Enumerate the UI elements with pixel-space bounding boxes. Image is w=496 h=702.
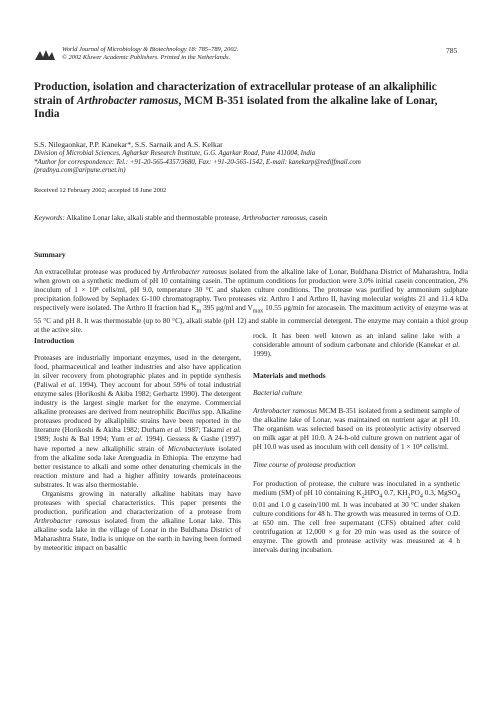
summary-text: viz. [258, 295, 269, 304]
summary-text: Arthro I and Arthro II, having molecular weights 21 and 11.4 kDa respectively were isolated. The Arthro II fraction had K [34, 295, 468, 313]
journal-citation [62, 46, 238, 62]
summary-text: isolated from the alkaline lake of Lonar, Buldhana District of Maharashtra, India when grown on a synthetic medium of pH 10 containing casein. The optimum conditions for production were 3.0% initial casein concentration, 2% inoculum of 1 × 10⁸ cells/ml, pH 9.0, temperature 30 °C and shaken culture conditions. The protease was purified by ammonium sulphate precipitation followed by Sephadex G-100 chromatography. Two proteases [34, 268, 468, 304]
subheading-bacterial-culture: Bacterial culture [253, 389, 303, 398]
subscript: 4 [456, 493, 460, 499]
intro-text: 1999). [253, 350, 272, 359]
intro-text: spp. Alkaline proteases produced by alkaliphilic strains have been reported in the literature (Horikoshi & Akiba 1982; Durham [34, 408, 241, 435]
title-species: Arthrobacter ramosus [76, 94, 179, 107]
left-column [34, 336, 241, 553]
summary-text: An extracellular protease was produced by [34, 268, 163, 276]
subscript: 2 [361, 493, 365, 499]
intro-continuation [253, 332, 460, 359]
intro-text: isolated from the alkaline soda lake Arenguadia in Ethiopia. The enzyme had better resistance to alkali and some other denaturing chemicals in the reaction mixture and had a higher affinity towards proteinaceous substrates. It was also thermostable. [34, 444, 241, 489]
affiliation-line-1: Division of Microbial Sciences, Agharkar Research Institute, G.G. Agarkar Road, Pune 411004, India [34, 150, 316, 157]
title-text-end: , MCM B-351 isolated from the alkaline lake of Lonar, India [34, 94, 438, 121]
received-dates: Received 12 February 2002; accepted 18 June 2002 [34, 187, 167, 194]
intro-text: 1994). They account for about 59% of total industrial enzyme sales (Horikoshi & Akiba 1982; Gerhartz 1990). The detergent industry is the largest single market for the enzyme. Commercial alkaline proteases are derived from neutrophilic [34, 381, 241, 417]
right-column [253, 332, 460, 555]
intro-genus: Microbacterium [167, 444, 215, 453]
journal-line-1: World Journal of Microbiology & Biotechnology 18: 785–789, 2002. [62, 46, 239, 53]
intro-paragraph-2 [34, 490, 241, 553]
intro-etal: et al. [226, 426, 241, 435]
keywords-text: Alkaline Lonar lake, alkali stable and thermostable protease, [64, 214, 243, 222]
keywords [34, 214, 474, 222]
intro-text: 1987; Takami [182, 426, 227, 435]
subheading-time-course: Time course of protease production [253, 461, 356, 470]
subscript: 2 [407, 493, 411, 499]
intro-text: Organisms growing in naturally alkaline habitats may have proteases with special characteristics. This paper presents the production, purification and characterization of a protease from [34, 489, 241, 516]
subscript: 4 [379, 493, 383, 499]
methods-text: 0.3, MgSO [422, 488, 457, 497]
methods-text: MCM B-351 isolated from a sediment sample of the alkaline lake of Lonar, was maintained on nutrient agar at pH 10. The organism was selected based on its proteolytic activity observed on milk agar at pH 10.0. A 24-h-old culture grown on nutrient agar of pH 10.0 was used as inoculum with cell density of 1 × 10⁸ cells/ml. [253, 407, 460, 452]
vmax-subscript: max [252, 308, 264, 315]
methods-text: HPO [364, 488, 380, 497]
intro-text: rock. It has been well known as an inland saline lake with a considerable amount of sodium carbonate and chloride (Kanekar [253, 332, 460, 350]
km-subscript: m [196, 308, 202, 315]
methods-text: 0.01 and 1.0 g casein/100 ml. It was incubated at 30 °C under shaken culture conditions for 48 h. The growth was measured in terms of O.D. at 650 nm. The cell free supernatant (CFS) obtained after cold centrifugation at 12,000 × g for 20 min was used as the source of enzyme. The growth and protease activity was measured at 4 h intervals during incubation. [253, 501, 460, 555]
methods-paragraph-1 [253, 407, 460, 452]
summary-text: 395 μg/ml and V [201, 304, 253, 313]
keywords-label: Keywords: [34, 214, 65, 222]
journal-line-2: © 2002 Kluwer Academic Publishers. Printed in the Netherlands. [62, 54, 231, 61]
intro-genus: Bacillus [176, 408, 201, 417]
methods-species: Arthrobacter ramosus [253, 407, 317, 416]
methods-text: PO [410, 488, 420, 497]
authors: S.S. Nilegaonkar, P.P. Kanekar*, S.S. Sarnaik and A.S. Kelkar [34, 140, 223, 149]
methods-text: 0.7, KH [382, 488, 408, 497]
methods-heading: Materials and methods [253, 371, 326, 381]
introduction-heading: Introduction [34, 336, 75, 345]
intro-text: 1989; Joshi & Bal 1994; Yum [34, 435, 128, 444]
summary-paragraph [34, 268, 468, 335]
intro-etal: et al. [445, 341, 461, 350]
keywords-end: , casein [305, 214, 328, 222]
publisher-logo-icon [34, 48, 56, 62]
article-title [34, 81, 464, 122]
affiliation-line-2: *Author for correspondence: Tel.: +91-20-565-4357/3680, Fax: +91-20-565-1542, E-mail: kanekarp@rediffmail.com [34, 158, 361, 166]
intro-etal: et al. [60, 381, 77, 390]
intro-paragraph-1 [34, 354, 241, 490]
methods-paragraph-2 [253, 480, 460, 556]
summary-text: 10.55 μg/min for azocasein. The maximum activity of enzyme was at 55 °C and pH 8. It was thermostable (up to 80 °C), alkali stable (pH 12) and stable in commercial detergent. The enzyme may contain a thiol group at the active site. [34, 304, 468, 334]
intro-etal: et al. [167, 426, 182, 435]
methods-text: For production of protease, the culture was inoculated in a synthetic medium (SM) of pH 10 containing K [253, 479, 460, 497]
affiliation-line-3: (pradnya.com@aripune.ernet.in) [34, 167, 126, 175]
intro-etal: et al. [127, 435, 143, 444]
keywords-species: Arthrobacter ramosus [242, 214, 306, 222]
title-text: Production, isolation and characterization of extracellular protease of an alkaliphilic strain of [34, 81, 437, 107]
summary-species: Arthrobacter ramosus [162, 268, 227, 276]
intro-text: 1994). Gessess & Gashe (1997) have reported a new alkaliphilic strain of [34, 435, 241, 453]
intro-species: Arthrobacter ramosus [34, 516, 101, 525]
intro-text: Proteases are industrially important enzymes, used in the detergent, food, pharmaceutical and leather industries and also have application in silver recovery from photographic plates and in peptide synthesis (Paliwal [34, 354, 241, 390]
summary-heading: Summary [34, 250, 66, 259]
affiliation [34, 150, 474, 176]
page-number: 785 [446, 46, 458, 55]
intro-text: isolated from the alkaline Lonar lake. This alkaline soda lake in the village of Lonar in the Buldhana District of Maharashtra State, India is unique on the earth in having been formed by meteoritic impact on basaltic [34, 516, 241, 553]
subscript: 4 [419, 493, 423, 499]
